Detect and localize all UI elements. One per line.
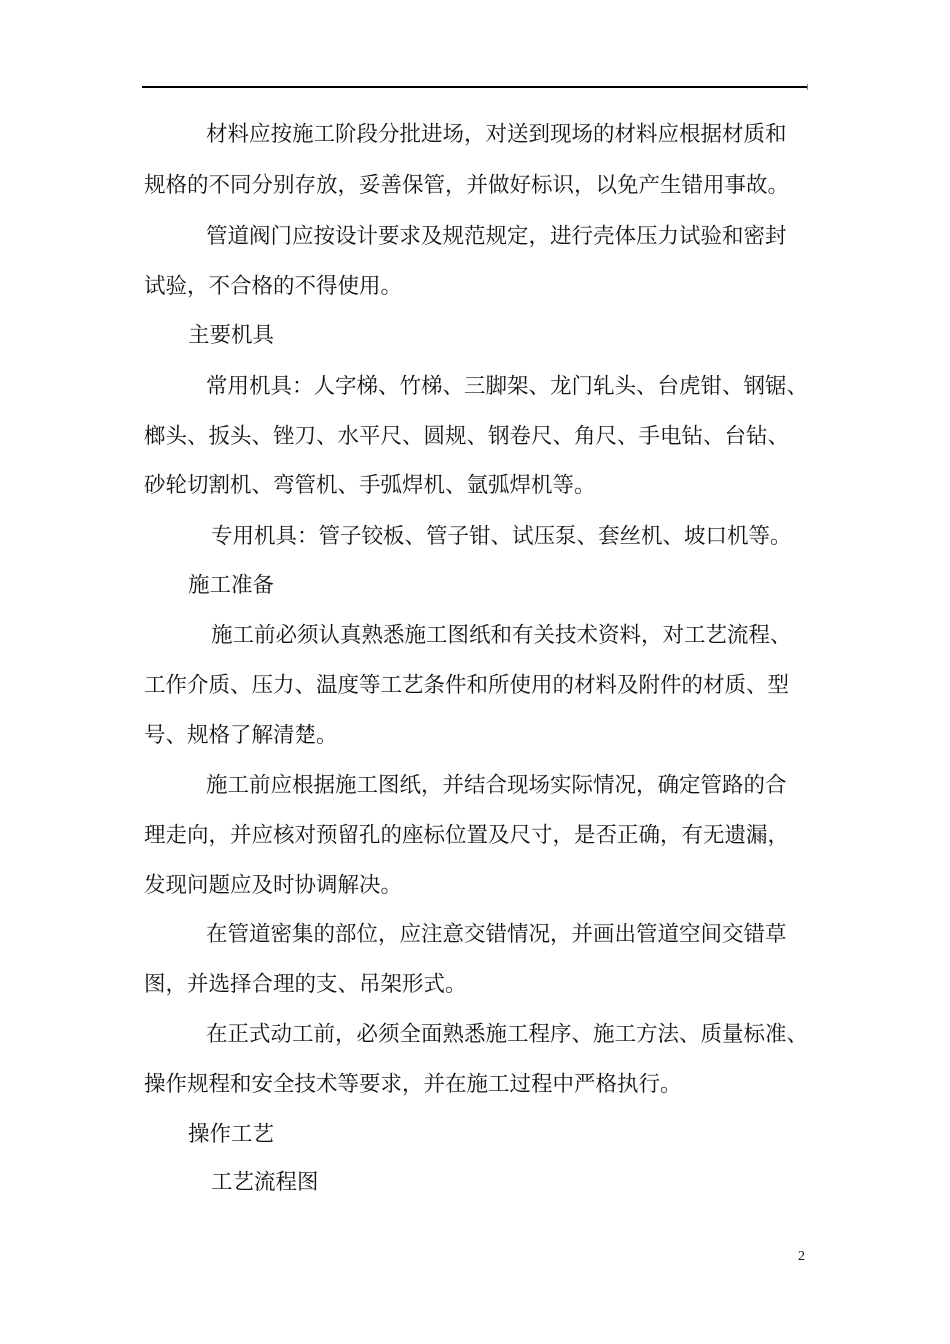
section-heading: 施工准备 — [188, 573, 275, 598]
text-line: 在正式动工前，必须全面熟悉施工程序、施工方法、质量标准、 — [206, 1022, 809, 1047]
text-line: 管道阀门应按设计要求及规范规定，进行壳体压力试验和密封 — [206, 224, 787, 249]
text-line: 施工前应根据施工图纸，并结合现场实际情况，确定管路的合 — [206, 773, 787, 798]
text-line: 工作介质、压力、温度等工艺条件和所使用的材料及附件的材质、型 — [144, 673, 790, 698]
header-rule — [142, 86, 808, 88]
section-heading: 工艺流程图 — [211, 1170, 319, 1195]
text-line: 材料应按施工阶段分批进场，对送到现场的材料应根据材质和 — [206, 122, 787, 147]
section-heading: 主要机具 — [188, 323, 275, 348]
text-line: 图，并选择合理的支、吊架形式。 — [144, 972, 467, 997]
text-line: 常用机具：人字梯、竹梯、三脚架、龙门轧头、台虎钳、钢锯、 — [206, 374, 809, 399]
header-rule-tick — [807, 84, 808, 90]
text-line: 理走向，并应核对预留孔的座标位置及尺寸，是否正确，有无遗漏， — [144, 823, 790, 848]
page-number: 2 — [798, 1249, 805, 1264]
text-line: 施工前必须认真熟悉施工图纸和有关技术资料，对工艺流程、 — [211, 623, 792, 648]
section-heading: 操作工艺 — [188, 1122, 275, 1147]
text-line: 专用机具：管子铰板、管子钳、试压泵、套丝机、坡口机等。 — [211, 524, 792, 549]
text-line: 榔头、扳头、锉刀、水平尺、圆规、钢卷尺、角尺、手电钻、台钻、 — [144, 424, 790, 449]
text-line: 操作规程和安全技术等要求，并在施工过程中严格执行。 — [144, 1072, 682, 1097]
text-line: 规格的不同分别存放，妥善保管，并做好标识，以免产生错用事故。 — [144, 173, 790, 198]
text-line: 砂轮切割机、弯管机、手弧焊机、氩弧焊机等。 — [144, 473, 596, 498]
text-line: 试验，不合格的不得使用。 — [144, 274, 403, 299]
text-line: 在管道密集的部位，应注意交错情况，并画出管道空间交错草 — [206, 922, 787, 947]
text-line: 号、规格了解清楚。 — [144, 723, 338, 748]
text-line: 发现问题应及时协调解决。 — [144, 873, 403, 898]
